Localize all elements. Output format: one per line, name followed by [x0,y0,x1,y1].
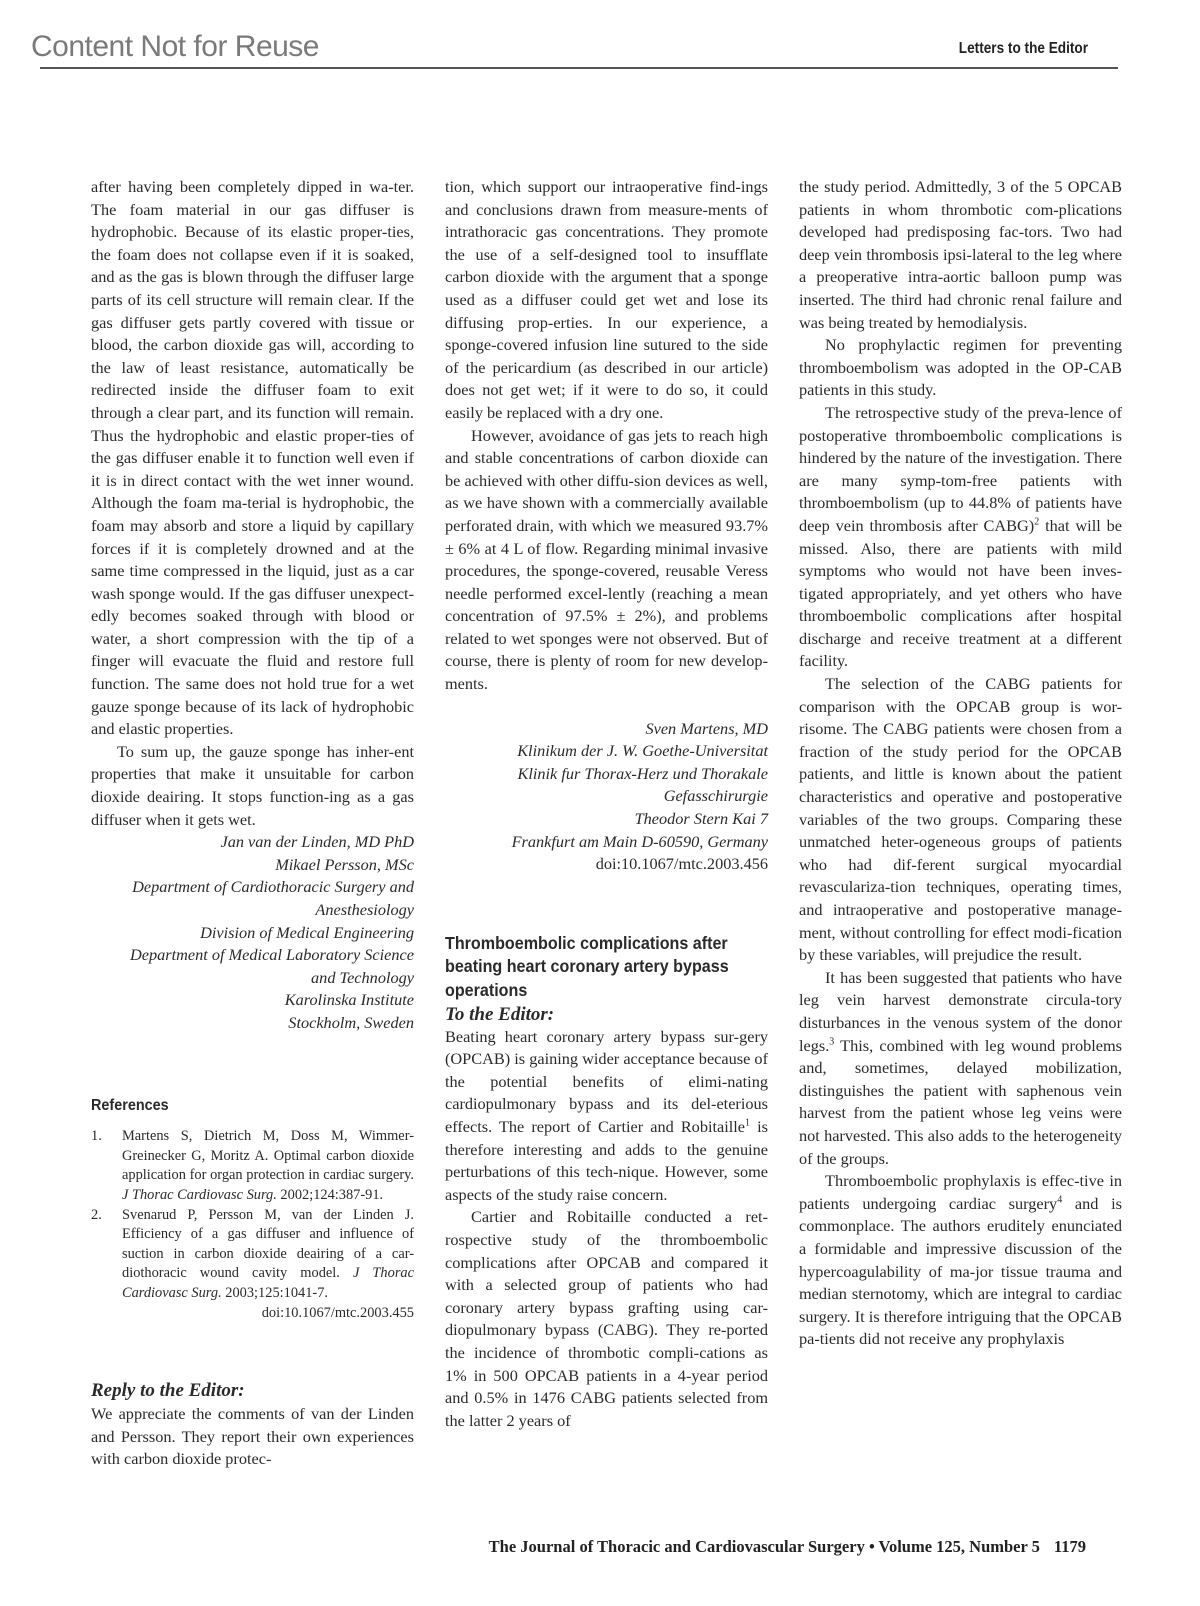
page-footer [489,1537,1086,1557]
reference-item: 2. Svenarud P, Persson M, van der Linden J. Efficiency of a gas diffuser and influence of suction in carbon dioxide deairing of a car-diothoracic wound cavity model. J Thorac Cardiovasc Surg. 2003;125:1041-7. [91,1206,414,1301]
affiliation: Division of Medical Engineering [200,922,414,942]
letter2-paragraph-continued: the study period. Admittedly, 3 of the 5 OPCAB patients in whom thrombotic com-plications developed had predisposing fac-tors. Two had deep vein thrombosis ipsi-lateral to the leg where a preoperative intra-aortic balloon pump was inserted. The third had chronic renal failure and was being treated by hemodialysis. [799,177,1122,332]
letter2-paragraph: It has been suggested that patients who have leg vein harvest demonstrate circula-tory disturbances in the venous system of the donor legs.$^3$ This, combined with leg wound problems and, sometimes, delayed mobilization, distinguishes the patient with saphenous vein harvest from the patient whose leg veins were not harvested. This also adds to the heterogeneity of the groups. [799,967,1122,1168]
header-rule [40,67,1118,69]
letter1-paragraph: To sum up, the gauze sponge has inher-ent properties that make it unsuitable for carbon dioxide deairing. It stops function-ing as a gas diffuser when it gets wet. [91,741,414,829]
letter1-signature [91,831,414,1034]
location: Stockholm, Sweden [288,1012,414,1032]
affiliation: Anesthesiology [315,900,414,919]
reference-item: 1. Martens S, Dietrich M, Doss M, Wimmer-Greinecker G, Moritz A. Optimal carbon dioxide application for organ protection in cardiac surgery. J Thorac Cardiovasc Surg. 2002;124:387-91. [91,1128,414,1203]
column-1 [91,176,414,1471]
doi: doi:10.1067/mtc.2003.455 [261,1304,414,1321]
address: Theodor Stern Kai 7 [634,809,768,829]
reply-paragraph: However, avoidance of gas jets to reach high and stable concentrations of carbon dioxide can be achieved with other diffu-sion devices as well, as we have shown with a commercially available perforated drain, with which we measured 93.7% ± 6% at 4 L of flow. Regarding minimal invasive procedures, the sponge-covered, reusable Veress needle performed excel-lently (reaching a mean concentration of 97.5% ± 2%), and problems related to wet sponges were not observed. But of course, there is plenty of room for new develop-ments. [445,425,768,694]
article-title: Thromboembolic complications after beating heart coronary artery bypass operations [445,932,729,1000]
affiliation: Karolinska Institute [284,990,414,1010]
references-heading: References [91,1096,169,1114]
page-number: 1179 [1053,1537,1086,1556]
watermark: Content Not for Reuse [31,30,319,63]
reply-paragraph-start: We appreciate the comments of van der Linden and Persson. They report their own experiences with carbon dioxide protec- [91,1404,414,1469]
address: Frankfurt am Main D-60590, Germany [511,831,768,851]
section-label: Letters to the Editor [958,40,1088,57]
affiliation: Department of Medical Laboratory Science [130,945,414,965]
letter2-paragraph: The selection of the CABG patients for comparison with the OPCAB group is wor-risome. The CABG patients were chosen from a fraction of the study period for the OPCAB patients, and little is known about the patient characteristics and operative and postoperative variables of the two groups. Comparing these unmatched heter-ogeneous groups of patients who had dif-ferent surgical myocardial revasculariza-tion techniques, operating times, and intraoperative and postoperative manage-ment, without controlling for effect modi-fication by these variables, will prejudice the result. [799,674,1122,965]
letter2-paragraph: Cartier and Robitaille conducted a ret-rospective study of the thromboembolic complications after OPCAB and compared it with a selected group of patients who had coronary artery bypass grafting using car-diopulmonary bypass (CABG). They re-ported the incidence of thrombotic compli-cations as 1% in 500 OPCAB patients in a 4-year period and 0.5% in 1476 CABG patients selected from the latter 2 years of [445,1207,768,1430]
affiliation: and Technology [311,967,414,987]
doi: doi:10.1067/mtc.2003.456 [595,854,768,874]
affiliation: Department of Cardiothoracic Surgery and [132,877,414,897]
column-2 [445,176,768,1432]
reply-paragraph-continued: tion, which support our intraoperative find-ings and conclusions drawn from measure-ments of intrathoracic gas concentrations. They promote the use of a self-designed tool to insufflate carbon dioxide with the argument that a sponge used as a diffuser could get wet and lose its diffusing prop-erties. In our experience, a sponge-covered infusion line sutured to the side of the pericardium (as described in our article) does not get wet; if it were to do so, it could easily be replaced with a dry one. [445,177,768,422]
author-name: Jan van der Linden, MD PhD [220,832,414,852]
affiliation: Gefasschirurgie [663,786,768,806]
letter2-paragraph: No prophylactic regimen for preventing thromboembolism was adopted in the OP-CAB patients in this study. [799,335,1122,400]
reply-signature [445,718,768,876]
reply-heading: Reply to the Editor: [91,1380,245,1402]
letter2-paragraph: Thromboembolic prophylaxis is effec-tive in patients undergoing cardiac surgery$^4$ and is commonplace. The authors eruditely enunciated a formidable and impressive discussion of the hypercoagulability of ma-jor tissue trauma and median sternotomy, which are integral to cardiac surgery. It is therefore intriguing that the OPCAB pa-tients did not receive any prophylaxis [799,1171,1122,1349]
affiliation: Klinik fur Thorax-Herz und Thorakale [517,763,768,783]
reference-list [91,1127,414,1303]
salutation: To the Editor: [445,1003,555,1025]
author-name: Sven Martens, MD [645,718,768,738]
letter2-paragraph: Beating heart coronary artery bypass sur-gery (OPCAB) is gaining wider acceptance because of the potential benefits of elimi-nating cardiopulmonary bypass and its del-eterious effects. The report of Cartier and Robitaille$^1$ is therefore interesting and adds to the genuine perturbations of this tech-nique. However, some aspects of the study raise concern. [445,1026,768,1204]
affiliation: Klinikum der J. W. Goethe-Universitat [517,741,768,761]
letter2-paragraph: The retrospective study of the preva-lence of postoperative thromboembolic complications is hindered by the nature of the investigation. There are many symp-tom-free patients with thromboembolism (up to 44.8% of patients have deep vein thrombosis after CABG)$^2$ that will be missed. Also, there are patients with mild symptoms who would not have been inves-tigated appropriately, and yet others who have thromboembolic complications after hospital discharge and receive treatment at a different facility. [799,402,1123,671]
column-3 [799,176,1122,1351]
author-name: Mikael Persson, MSc [275,854,414,874]
letter1-paragraph: after having been completely dipped in wa-ter. The foam material in our gas diffuser is hydrophobic. Because of its elastic proper-ties, the foam does not collapse even if it is soaked, and as the gas is blown through the diffuser large parts of its cell structure will remain clear. If the gas diffuser gets partly covered with tissue or blood, the carbon dioxide gas will, according to the law of least resistance, automatically be redirected inside the diffuser foam to exit through a clear part, and its function will remain. Thus the hydrophobic and elastic proper-ties of the gas diffuser enable it to function well even if it is in direct contact with the wet inner wound. Although the foam ma-terial is hydrophobic, the foam may absorb and store a liquid by capillary forces if it is completely drowned and at the same time compressed in the liquid, just as a car wash sponge would. If the gas diffuser unexpect-edly becomes soaked through with blood or water, a short compression with the tip of a finger will evacuate the fluid and restore full function. The same does not hold true for a wet gauze sponge because of its lack of hydrophobic and elastic properties. [91,177,414,739]
journal-citation: The Journal of Thoracic and Cardiovascular Surgery • Volume 125, Number 5 [488,1537,1040,1556]
